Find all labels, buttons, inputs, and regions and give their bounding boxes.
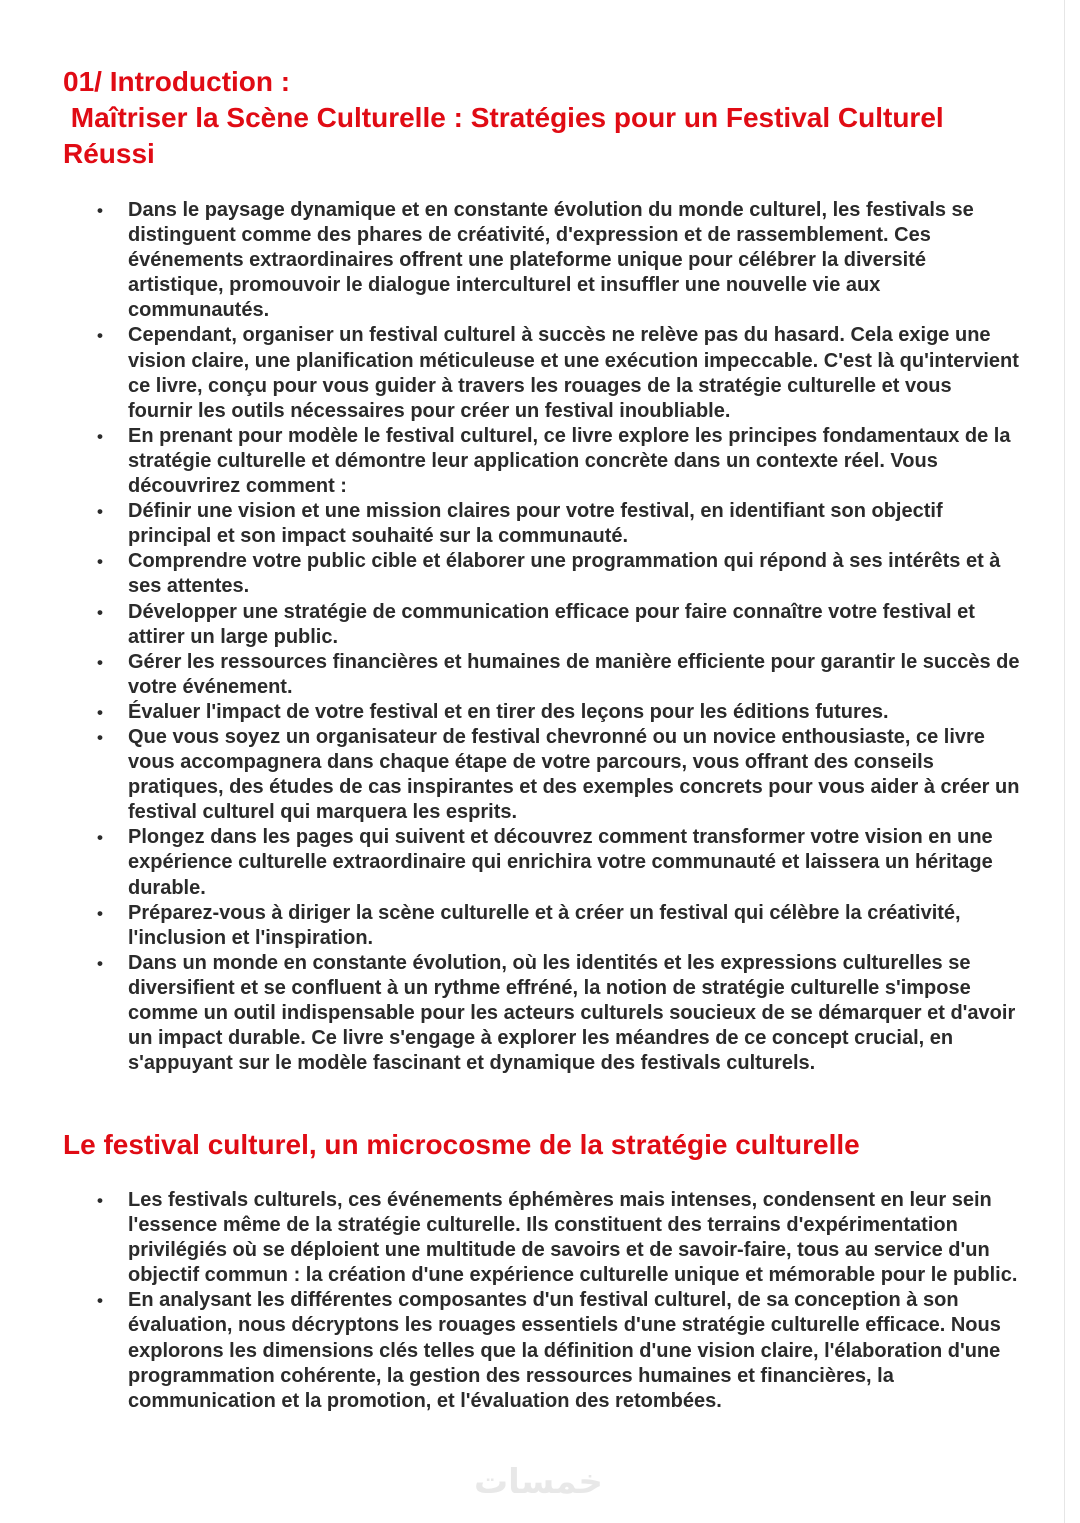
list-item: • Cependant, organiser un festival culturel à succès ne relève pas du hasard. Cela exige une vision claire, une planification méticuleuse et une exécution impeccable. C'est là qu'intervient ce livre, conçu pour vous guider à travers les rouages de la stratégie culturelle et vous fournir les outils nécessaires pour créer un festival inoubliable. xyxy=(128,323,1020,423)
section-bullet-list xyxy=(0,1188,1020,1414)
list-item: • Que vous soyez un organisateur de festival chevronné ou un novice enthousiaste, ce livre vous accompagnera dans chaque étape de votre parcours, vous offrant des conseils pratiques, des études de cas inspirantes et des exemples concrets pour vous aider à créer un festival culturel qui marquera les esprits. xyxy=(128,725,1020,825)
list-item: • Dans le paysage dynamique et en constante évolution du monde culturel, les festivals se distinguent comme des phares de créativité, d'expression et de rassemblement. Ces événements extraordinaires offrent une plateforme unique pour célébrer la diversité artistique, promouvoir le dialogue interculturel et insuffler une nouvelle vie aux communautés. xyxy=(128,198,1020,323)
list-item: • Les festivals culturels, ces événements éphémères mais intenses, condensent en leur sein l'essence même de la stratégie culturelle. Ils constituent des terrains d'expérimentation privilégiés où se déploient une multitude de savoirs et de savoir-faire, tous au service d'un objectif commun : la création d'une expérience culturelle unique et mémorable pour le public. xyxy=(128,1188,1020,1288)
list-item: • En prenant pour modèle le festival culturel, ce livre explore les principes fondamentaux de la stratégie culturelle et démontre leur application concrète dans un contexte réel. Vous découvrirez comment : xyxy=(128,424,1020,499)
list-item: • Gérer les ressources financières et humaines de manière efficiente pour garantir le succès de votre événement. xyxy=(128,650,1020,700)
list-item: • Évaluer l'impact de votre festival et en tirer des leçons pour les éditions futures. xyxy=(128,700,1020,725)
list-item: • Préparez-vous à diriger la scène culturelle et à créer un festival qui célèbre la créativité, l'inclusion et l'inspiration. xyxy=(128,901,1020,951)
title-line-1: 01/ Introduction : xyxy=(63,66,291,97)
list-item: • Définir une vision et une mission claires pour votre festival, en identifiant son objectif principal et son impact souhaité sur la communauté. xyxy=(128,499,1020,549)
watermark-logo: خمسات xyxy=(474,1462,603,1502)
list-item: • En analysant les différentes composantes d'un festival culturel, de sa conception à son évaluation, nous décryptons les rouages essentiels d'une stratégie culturelle efficace. Nous explorons les dimensions clés telles que la définition d'une vision claire, l'élaboration d'une programmation cohérente, la gestion des ressources humaines et financières, la communication et la promotion, et l'évaluation des retombées. xyxy=(128,1288,1020,1413)
list-item: • Comprendre votre public cible et élaborer une programmation qui répond à ses intérêts et à ses attentes. xyxy=(128,549,1020,599)
list-item: • Dans un monde en constante évolution, où les identités et les expressions culturelles se diversifient et se confluent à un rythme effréné, la notion de stratégie culturelle s'impose comme un outil indispensable pour les acteurs culturels soucieux de se démarquer et d'avoir un impact durable. Ce livre s'engage à explorer les méandres de ce concept crucial, en s'appuyant sur le modèle fascinant et dynamique des festivals culturels. xyxy=(128,951,1020,1076)
list-item: • Développer une stratégie de communication efficace pour faire connaître votre festival et attirer un large public. xyxy=(128,600,1020,650)
list-item: • Plongez dans les pages qui suivent et découvrez comment transformer votre vision en une expérience culturelle extraordinaire qui enrichira votre communauté et laissera un héritage durable. xyxy=(128,825,1020,900)
section-heading: Le festival culturel, un microcosme de la stratégie culturelle xyxy=(63,1129,860,1160)
page-title xyxy=(63,64,1023,172)
title-line-2: Maîtriser la Scène Culturelle : Stratégies pour un Festival Culturel Réussi xyxy=(63,102,952,169)
intro-bullet-list xyxy=(0,198,1020,1076)
